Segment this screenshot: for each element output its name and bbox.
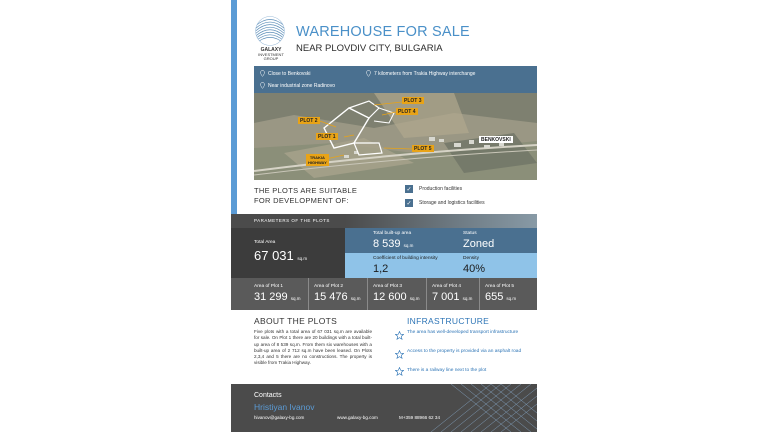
- plot-area-value: [314, 291, 360, 303]
- coef-density-box: [345, 253, 537, 278]
- plot-area-number: 7 001: [432, 291, 460, 303]
- plot-area-unit: sq.m: [350, 296, 361, 301]
- infrastructure-item: Access to the property is provided via an asphalt road: [407, 349, 522, 354]
- pin-icon: [366, 70, 371, 77]
- aerial-map: [254, 93, 537, 180]
- plot-area-value: [485, 291, 516, 303]
- map-tag-plot-1: PLOT 1: [318, 133, 336, 140]
- feature-label: Near industrial zone Radinovo: [268, 82, 335, 89]
- galaxy-logo-icon: [253, 14, 287, 48]
- feature-item: [260, 82, 335, 89]
- total-area-box: [231, 228, 345, 278]
- map-tag-benkovski: BENKOVSKI: [481, 136, 511, 143]
- map-tag-plot-5: PLOT 5: [414, 145, 432, 152]
- plot-area-number: 12 600: [373, 291, 407, 303]
- logo-text: [251, 48, 291, 62]
- suitable-title: [254, 186, 357, 205]
- about-text: Five plots with a total area of 67 031 sq.m are available for sale. On Plot 1 there are 20 buildings with a total built-up area of 8 539 sq.m. From them six warehouses with a built-up area of 2 712 sq.m have been leased. On Plots 2,3,4 and 5 there are no constructions. The property is visible from Trakia Highway.: [254, 329, 372, 366]
- plot-area-unit: sq.m: [409, 296, 420, 301]
- infrastructure-item: The area has well-developed transport infrastructure: [407, 330, 519, 335]
- plot-areas-row: [231, 278, 537, 310]
- checkbox-icon: ✓: [406, 186, 412, 193]
- infrastructure-title: INFRASTRUCTURE: [407, 316, 490, 326]
- coef-value: 1,2: [373, 263, 389, 275]
- logo-sub2: GROUP: [263, 56, 279, 61]
- map-tag-plot-2: PLOT 2: [300, 117, 318, 124]
- contact-website[interactable]: www.galaxy-bg.com: [337, 415, 378, 420]
- contact-name: Hristiyan Ivanov: [254, 402, 315, 412]
- plot-area-cell: [251, 278, 308, 310]
- plot-area-value: [254, 291, 300, 303]
- status-label: Status: [463, 231, 477, 236]
- total-area-number: 67 031: [254, 248, 294, 263]
- logo-name: GALAXY: [260, 47, 282, 53]
- total-area-value: [254, 248, 307, 263]
- feature-item: [260, 70, 311, 77]
- built-up-label: Total built-up area: [373, 231, 412, 236]
- suitable-item: Storage and logistics facilities: [419, 200, 485, 206]
- contact-phone: M+359 88966 62 34: [399, 415, 440, 420]
- total-area-unit: sq.m: [297, 256, 308, 261]
- built-up-unit: sq.m: [403, 243, 414, 248]
- about-title: ABOUT THE PLOTS: [254, 316, 338, 326]
- page-title: WAREHOUSE FOR SALE: [296, 24, 470, 40]
- checkbox-icon: ✓: [406, 200, 412, 207]
- plot-area-value: [373, 291, 419, 303]
- map-tag-plot-3: PLOT 3: [404, 97, 422, 104]
- density-label: Density: [463, 256, 479, 261]
- plot-area-label: Area of Plot 2: [314, 284, 344, 289]
- total-area-label: Total Area: [254, 240, 276, 245]
- plot-area-number: 31 299: [254, 291, 288, 303]
- star-icon: [395, 350, 404, 359]
- density-value: 40%: [463, 263, 486, 275]
- map-tag-highway: [306, 154, 329, 166]
- plot-area-number: 655: [485, 291, 504, 303]
- plot-area-cell: [479, 278, 537, 310]
- footer-pattern: [431, 384, 537, 432]
- plot-area-cell: [426, 278, 479, 310]
- contacts-label: Contacts: [254, 392, 282, 399]
- built-up-value: [373, 238, 413, 250]
- built-up-number: 8 539: [373, 238, 401, 250]
- star-icon: [395, 367, 404, 376]
- plot-area-unit: sq.m: [506, 296, 517, 301]
- status-value: Zoned: [463, 238, 495, 250]
- contact-email[interactable]: hivanov@galaxy-bg.com: [254, 415, 305, 420]
- plot-area-label: Area of Plot 5: [485, 284, 515, 289]
- features-band: [254, 66, 537, 93]
- plot-area-unit: sq.m: [290, 296, 301, 301]
- params-heading: PARAMETERS OF THE PLOTS: [254, 218, 330, 223]
- feature-item: [366, 70, 475, 77]
- star-icon: [395, 331, 404, 340]
- plot-area-cell: [308, 278, 366, 310]
- plot-area-unit: sq.m: [462, 296, 473, 301]
- params-photo-strip: [345, 214, 537, 228]
- plot-area-number: 15 476: [314, 291, 348, 303]
- plot-area-label: Area of Plot 1: [254, 284, 284, 289]
- feature-label: Close to Benkovski: [268, 70, 311, 77]
- contacts-footer: [231, 384, 537, 432]
- map-tag-highway-line1: TRAKIA: [309, 154, 325, 160]
- logo-sub1: INVESTMENT: [258, 51, 284, 57]
- plot-area-value: [432, 291, 472, 303]
- map-tag-plot-4: PLOT 4: [398, 108, 416, 115]
- plot-area-label: Area of Plot 3: [373, 284, 403, 289]
- plot-area-label: Area of Plot 4: [432, 284, 462, 289]
- pin-icon: [260, 82, 265, 89]
- pin-icon: [260, 70, 265, 77]
- accent-bar: [231, 0, 237, 214]
- plot-area-cell: [367, 278, 425, 310]
- infrastructure-item: There is a railway line next to the plot: [407, 368, 487, 373]
- coef-label: Coefficient of building intensity: [373, 256, 438, 261]
- suitable-item: Production facilities: [419, 186, 463, 192]
- built-up-status-box: [345, 228, 537, 253]
- suitable-title-line1: THE PLOTS ARE SUITABLE: [254, 186, 358, 195]
- map-tag-highway-line2: HIGHWAY: [308, 160, 327, 165]
- suitable-title-line2: FOR DEVELOPMENT OF:: [254, 195, 349, 205]
- flyer-page: [231, 0, 537, 432]
- feature-label: 7 kilometers from Trakia Highway interchange: [374, 70, 476, 77]
- page-subtitle: NEAR PLOVDIV CITY, BULGARIA: [296, 43, 443, 54]
